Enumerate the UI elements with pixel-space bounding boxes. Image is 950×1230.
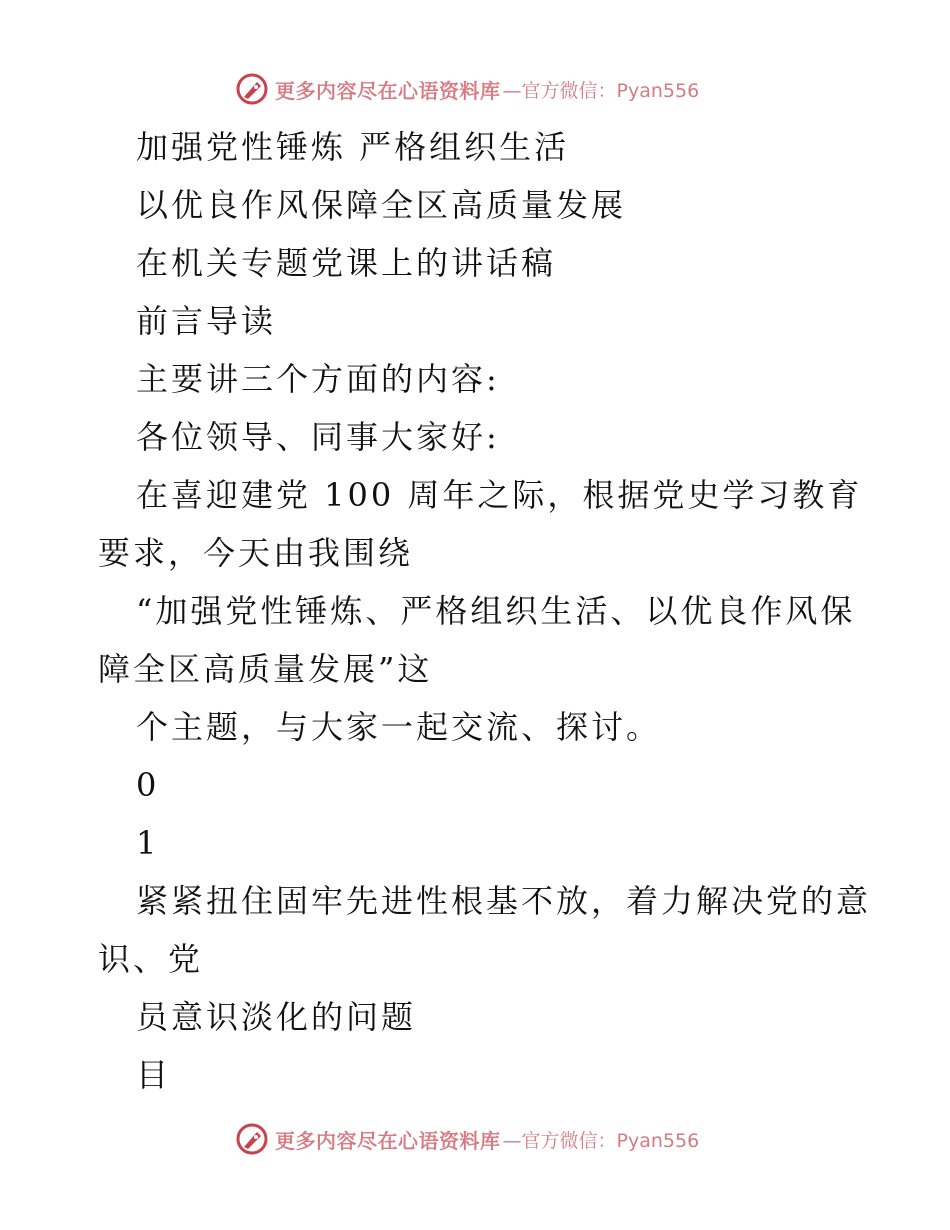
watermark-suffix: —官方微信：Pyan556 <box>502 79 700 102</box>
body-line: 主要讲三个方面的内容: <box>136 360 500 398</box>
section-number-digit: 0 <box>136 766 160 804</box>
watermark-text: 更多内容尽在心语资料库 <box>275 78 501 103</box>
body-line: 个主题，与大家一起交流、探讨。 <box>136 708 662 746</box>
pen-nib-logo-icon <box>235 1122 269 1156</box>
title-line-3: 在机关专题党课上的讲话稿 <box>136 244 557 282</box>
body-line: “加强党性锤炼、严格组织生活、以优良作风保 <box>136 592 856 630</box>
header-watermark <box>235 72 699 106</box>
body-line: 障全区高质量发展”这 <box>98 650 433 688</box>
preface-heading: 前言导读 <box>136 302 277 340</box>
body-line: 要求，今天由我围绕 <box>98 534 414 572</box>
body-line: 在喜迎建党 100 周年之际，根据党史学习教育 <box>136 476 863 514</box>
section-heading: 紧紧扭住固牢先进性根基不放，着力解决党的意 <box>136 882 872 920</box>
watermark-suffix: —官方微信：Pyan556 <box>502 1129 700 1152</box>
body-line: 目 <box>136 1056 172 1094</box>
footer-watermark <box>235 1122 699 1156</box>
watermark-text: 更多内容尽在心语资料库 <box>275 1128 501 1153</box>
section-number-digit: 1 <box>136 824 160 862</box>
greeting-line: 各位领导、同事大家好: <box>136 418 500 456</box>
section-heading: 识、党 <box>98 940 204 978</box>
pen-nib-logo-icon <box>235 72 269 106</box>
section-heading: 员意识淡化的问题 <box>136 998 417 1036</box>
title-line-1: 加强党性锤炼 严格组织生活 <box>136 128 570 166</box>
title-line-2: 以优良作风保障全区高质量发展 <box>136 186 627 224</box>
document-body <box>98 118 872 1104</box>
